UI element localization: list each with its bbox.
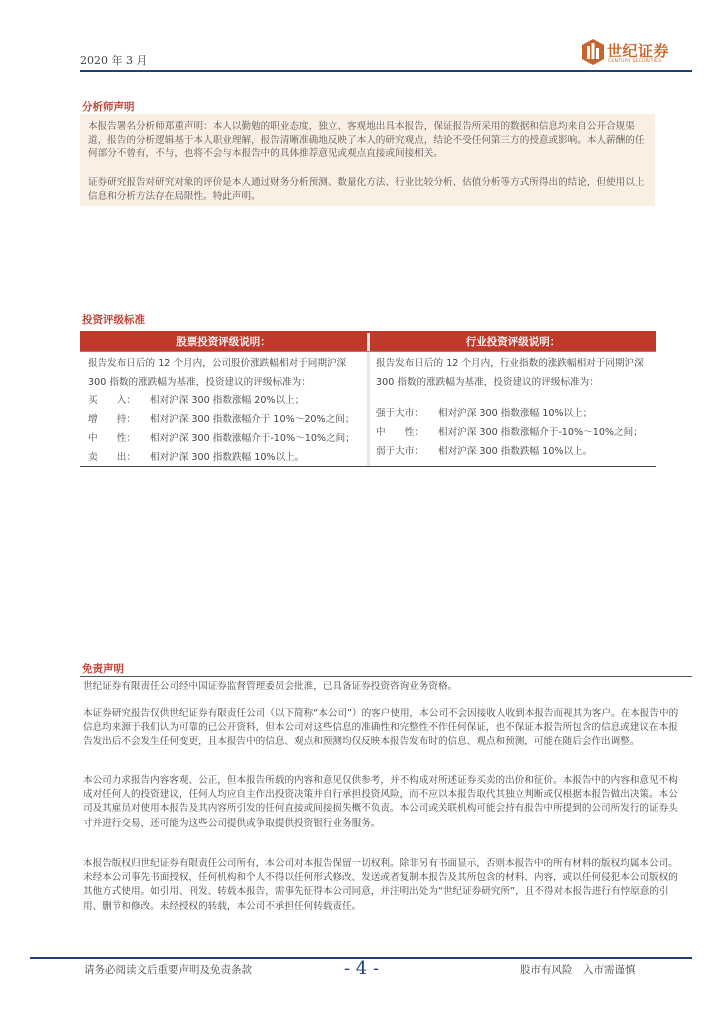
industry-rating-row: [376, 443, 592, 457]
stock-rating-row: [88, 411, 354, 425]
rating-table-bottom-rule: [80, 466, 656, 467]
disclaimer-divider: [80, 676, 692, 677]
disclaimer-paragraph: 本公司力求报告内容客观、公正，但本报告所载的内容和意见仅供参考，并不构成对所述证券买卖的出价和征价。本报告中的内容和意见不构成对任何人的投资建议，任何人均应自主作出投资决策并自行承担投资风险，而不应以本报告取代其独立判断或仅根据本报告做出决策。本公司及其雇员对使用本报告及其内容所引发的任何直接或间接损失概不负责。本公司或关联机构可能会持有报告中所提到的公司所发行的证券头寸并进行交易，还可能为这些公司提供或争取提供投资银行业务服务。: [83, 775, 678, 829]
stock-rating-row: [88, 392, 304, 406]
industry-rating-header: 行业投资评级说明：: [370, 333, 656, 351]
rating-label: 中 性：: [88, 433, 136, 444]
rating-label: 卖 出：: [88, 452, 136, 463]
rating-desc: 相对沪深 300 指数涨幅 20%以上；: [150, 395, 305, 406]
industry-rating-row: [376, 424, 643, 438]
disclaimer-section-title: 免责声明: [82, 663, 124, 675]
page-number: - 4 -: [344, 958, 380, 979]
company-logo: [582, 37, 692, 69]
disclaimer-paragraph: 本报告版权归世纪证券有限责任公司所有，本公司对本报告保留一切权利。除非另有书面显示，否则本报告中的所有材料的版权均属本公司。未经本公司事先书面授权，任何机构和个人不得以任何形式修改、发送或者复制本报告及其所包含的材料、内容，或以任何侵犯本公司版权的其他方式使用。如引用、刊发、转载本报告，需事先征得本公司同意，并注明出处为“世纪证券研究所”，且不得对本报告进行有悖原意的引用、删节和修改。未经授权的转载，本公司不承担任何转载责任。: [83, 858, 678, 912]
analyst-statement-para: 本报告署名分析师郑重声明：本人以勤勉的职业态度，独立、客观地出具本报告，保证报告所采用的数据和信息均来自公开合规渠道，报告的分析逻辑基于本人职业理解，报告清晰准确地反映了本人的研究观点，结论不受任何第三方的授意或影响。本人薪酬的任何部分不曾有，不与，也将不会与本报告中的具体推荐意见或观点直接或间接相关。: [88, 121, 645, 159]
header-divider: [80, 70, 692, 72]
industry-rating-row: [376, 405, 592, 419]
report-date: 2020 年 3 月: [80, 54, 148, 67]
stock-rating-row: [88, 449, 304, 463]
rating-desc: 相对沪深 300 指数涨幅介于-10%～10%之间；: [150, 433, 355, 444]
rating-section-title: 投资评级标准: [82, 314, 145, 326]
rating-table: [80, 331, 656, 468]
rating-label: 弱于大市：: [376, 446, 424, 457]
logo-name-cn: 世纪证券: [607, 42, 670, 60]
footer-notice: 请务必阅读文后重要声明及免责条款: [84, 964, 252, 976]
rating-desc: 相对沪深 300 指数跌幅 10%以上。: [150, 452, 305, 463]
footer-risk-warning: 股市有风险 入市需谨慎: [520, 964, 636, 976]
rating-label: 中 性：: [376, 427, 424, 438]
rating-desc: 相对沪深 300 指数涨幅介于-10%～10%之间；: [438, 427, 643, 438]
logo-mark-icon: [582, 39, 604, 65]
stock-rating-intro: 报告发布日后的 12 个月内，公司股价涨跌幅相对于同期沪深 300 指数的涨跌幅为基准，投资建议的评级标准为：: [88, 358, 347, 388]
analyst-statement-box: [80, 114, 655, 206]
rating-desc: 相对沪深 300 指数涨幅介于 10%～20%之间；: [150, 414, 355, 425]
analyst-statement-para: 证券研究报告对研究对象的评价是本人通过财务分析预测、数量化方法、行业比较分析、估值分析等方式所得出的结论，但使用以上信息和分析方法存在局限性。特此声明。: [88, 177, 645, 202]
stock-rating-header: 股票投资评级说明：: [80, 333, 367, 351]
industry-rating-intro: 报告发布日后的 12 个月内，行业指数的涨跌幅相对于同期沪深 300 指数的涨跌幅为基准，投资建议的评级标准为：: [376, 358, 644, 388]
rating-table-header-rule: [80, 351, 656, 352]
logo-name-en: CENTURY SECURITIES: [608, 59, 662, 64]
analyst-section-title: 分析师声明: [82, 101, 135, 113]
disclaimer-paragraph: 本证券研究报告仅供世纪证券有限责任公司（以下简称“本公司”）的客户使用，本公司不会因接收人收到本报告而视其为客户。在本报告中的信息均来源于我们认为可靠的已公开资料，但本公司对这些信息的准确性和完整性不作任何保证，也不保证本报告所包含的信息或建议在本报告发出后不会发生任何变更，且本报告中的信息、观点和预测均仅反映本报告发布时的信息、观点和预测，可能在随后会作出调整。: [83, 708, 679, 748]
rating-desc: 相对沪深 300 指数涨幅 10%以上；: [438, 408, 593, 419]
stock-rating-row: [88, 430, 355, 444]
rating-label: 强于大市：: [376, 408, 424, 419]
disclaimer-paragraph: 世纪证券有限责任公司经中国证券监督管理委员会批准，已具备证券投资咨询业务资格。: [83, 681, 458, 692]
rating-desc: 相对沪深 300 指数跌幅 10%以上。: [438, 446, 593, 457]
rating-label: 增 持：: [88, 414, 136, 425]
rating-label: 买 入：: [88, 395, 136, 406]
rating-table-column-divider: [367, 333, 370, 466]
